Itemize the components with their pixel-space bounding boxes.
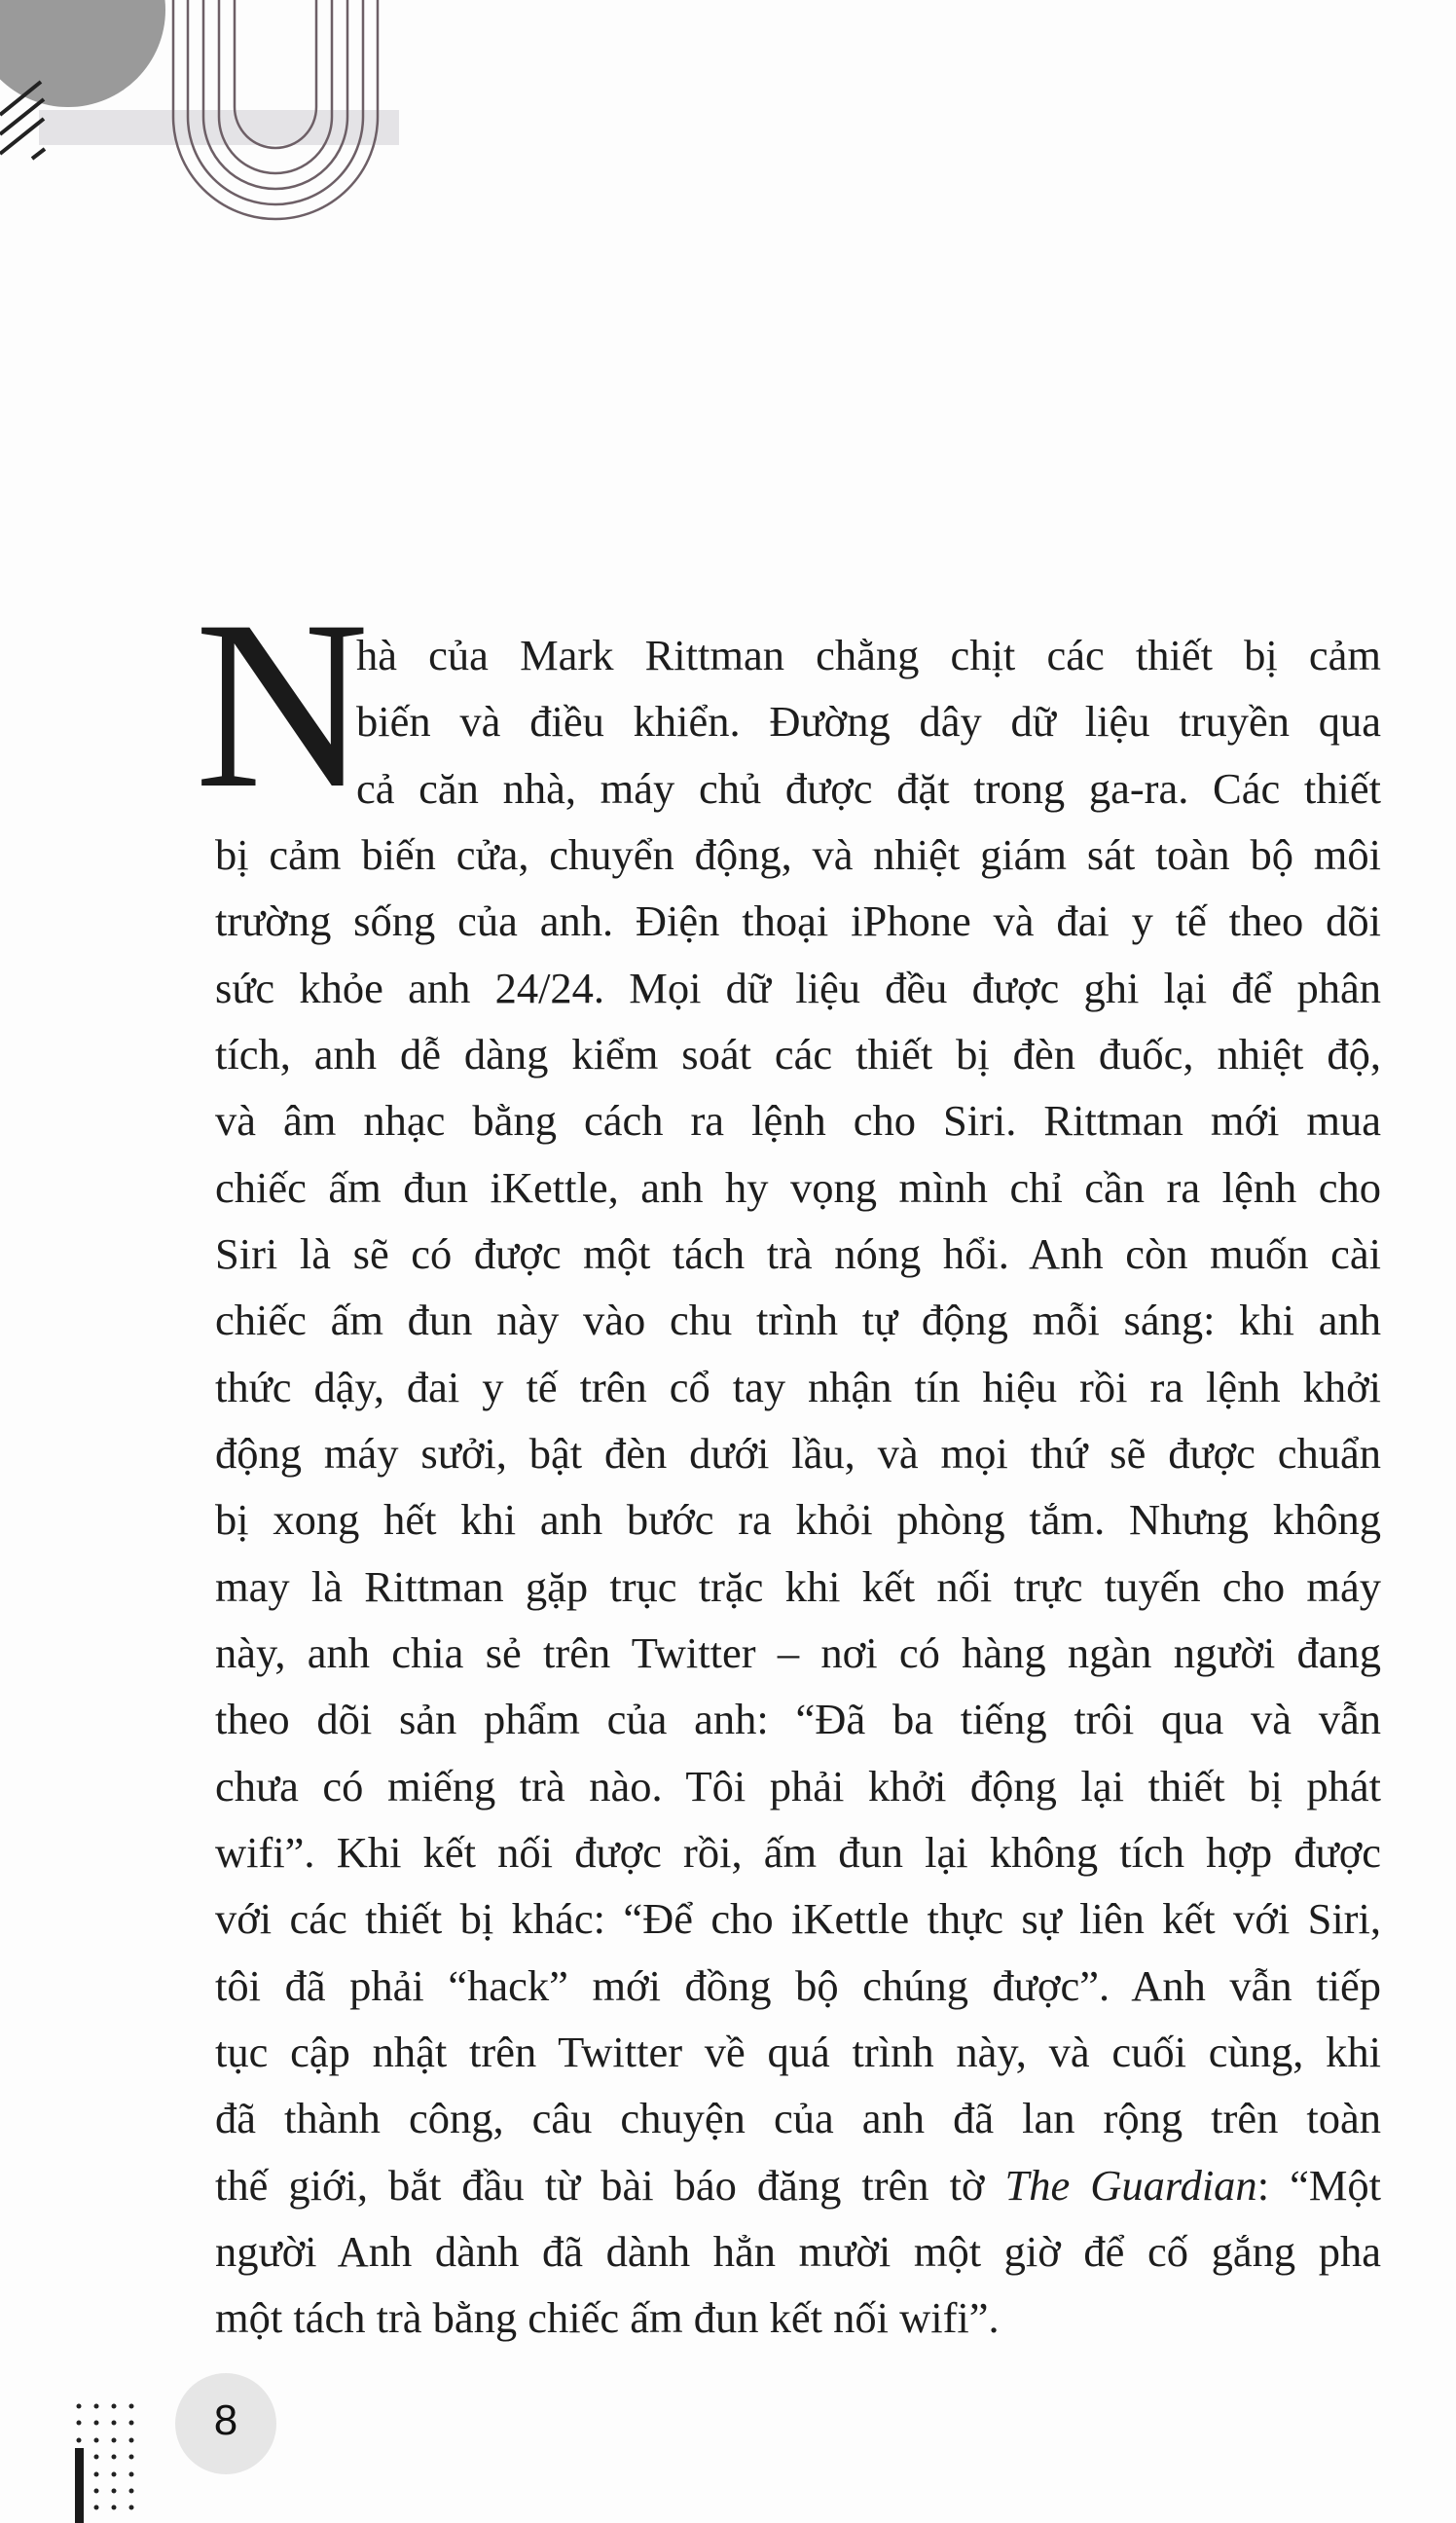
text-line: tục cập nhật trên Twitter về quá trình này, và cuối cùng, khi <box>215 2028 1381 2076</box>
text-line: theo dõi sản phẩm của anh: “Đã ba tiếng trôi qua và vẫn <box>215 1695 1381 1743</box>
page-number: 8 <box>213 2396 238 2444</box>
text-line: sức khỏe anh 24/24. Mọi dữ liệu đều được ghi lại để phân <box>215 964 1381 1012</box>
text-line: cả căn nhà, máy chủ được đặt trong ga-ra. Các thiết <box>356 764 1381 813</box>
text-line: tích, anh dễ dàng kiểm soát các thiết bị đèn đuốc, nhiệt độ, <box>215 1030 1381 1079</box>
text-line: với các thiết bị khác: “Để cho iKettle thực sự liên kết với Siri, <box>215 1894 1381 1943</box>
text-line: Siri là sẽ có được một tách trà nóng hổi. Anh còn muốn cài <box>215 1229 1381 1278</box>
text-line: wifi”. Khi kết nối được rồi, ấm đun lại không tích hợp được <box>215 1828 1381 1877</box>
page-number-badge <box>175 2373 276 2474</box>
text-line: bị cảm biến cửa, chuyển động, và nhiệt giám sát toàn bộ môi <box>215 830 1381 879</box>
text-line: may là Rittman gặp trục trặc khi kết nối trực tuyến cho máy <box>215 1562 1381 1611</box>
text-line <box>215 2161 1382 2210</box>
text-line: trường sống của anh. Điện thoại iPhone và đai y tế theo dõi <box>215 896 1381 945</box>
text-line: đã thành công, câu chuyện của anh đã lan rộng trên toàn <box>215 2094 1381 2142</box>
drop-cap: N <box>195 570 370 838</box>
text-line: một tách trà bằng chiếc ấm đun kết nối wifi”. <box>215 2293 1000 2342</box>
text-line: tôi đã phải “hack” mới đồng bộ chúng được”. Anh vẫn tiếp <box>215 1961 1381 2010</box>
text-line: bị xong hết khi anh bước ra khỏi phòng tắm. Nhưng không <box>215 1495 1381 1544</box>
text-segment: : “Một <box>1256 2161 1382 2210</box>
text-line: hà của Mark Rittman chằng chịt các thiết bị cảm <box>356 631 1381 679</box>
decorative-header-graphic <box>0 0 506 234</box>
publication-title: The Guardian <box>1004 2161 1257 2210</box>
text-line: động máy sưởi, bật đèn dưới lầu, và mọi thứ sẽ được chuẩn <box>215 1429 1381 1478</box>
text-line: thức dậy, đai y tế trên cổ tay nhận tín hiệu rồi ra lệnh khởi <box>215 1363 1381 1411</box>
text-line: người Anh dành đã dành hẳn mười một giờ để cố gắng pha <box>215 2227 1381 2276</box>
text-line: chưa có miếng trà nào. Tôi phải khởi động lại thiết bị phát <box>215 1762 1381 1810</box>
dot-grid-decoration <box>0 2395 156 2523</box>
text-line: này, anh chia sẻ trên Twitter – nơi có hàng ngàn người đang <box>215 1628 1381 1677</box>
text-line: chiếc ấm đun này vào chu trình tự động mỗi sáng: khi anh <box>215 1296 1381 1344</box>
text-line: và âm nhạc bằng cách ra lệnh cho Siri. Rittman mới mua <box>215 1096 1381 1145</box>
text-line: chiếc ấm đun iKettle, anh hy vọng mình chỉ cần ra lệnh cho <box>215 1163 1381 1212</box>
text-segment: thế giới, bắt đầu từ bài báo đăng trên tờ <box>215 2161 1005 2210</box>
text-line: biến và điều khiển. Đường dây dữ liệu truyền qua <box>356 697 1381 746</box>
